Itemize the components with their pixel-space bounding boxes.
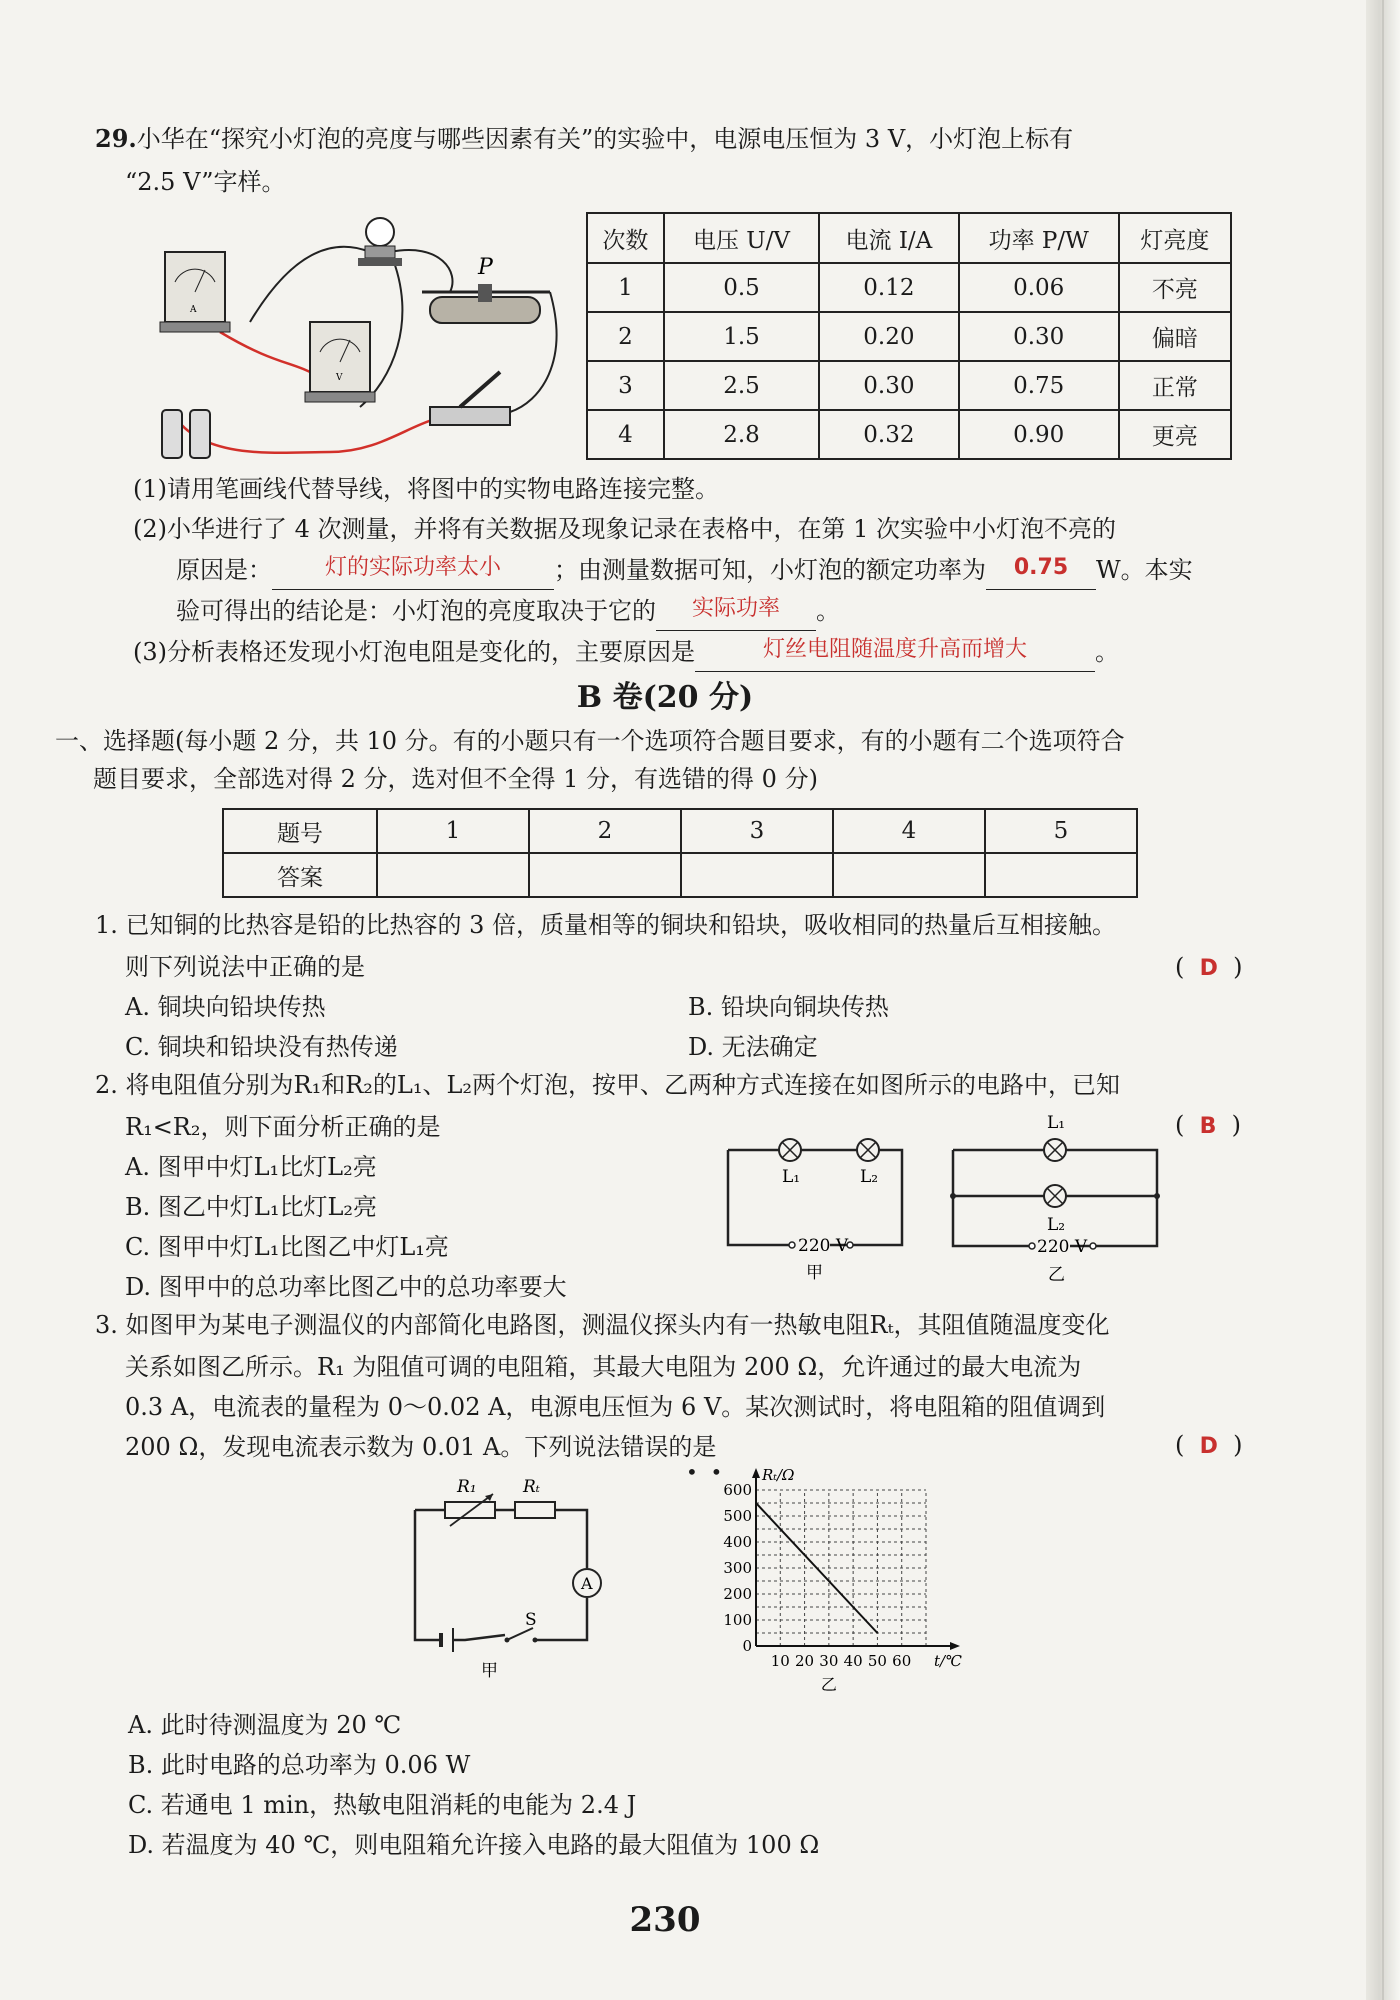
x-tick-label: 30 (819, 1652, 839, 1670)
q1-option-b: B. 铅块向铜块传热 (688, 993, 889, 1021)
q2-option-c: C. 图甲中灯L₁比图乙中灯L₁亮 (125, 1233, 449, 1261)
table-row (223, 853, 1137, 897)
page-edge-line (1382, 0, 1384, 2000)
x-tick-label: 60 (892, 1652, 912, 1670)
page-number: 230 (629, 1900, 701, 1940)
table-row (587, 410, 1231, 459)
table-row (587, 361, 1231, 410)
q29-part3 (133, 635, 1119, 672)
y-tick-label: 100 (723, 1611, 752, 1629)
table-cell: 题号 (223, 809, 377, 853)
label-yi: 乙 (1048, 1265, 1065, 1285)
y-tick-label: 500 (723, 1507, 752, 1525)
answer-text: 灯丝电阻随温度升高而增大 (762, 637, 1027, 662)
y-tick-label: 300 (723, 1559, 752, 1577)
table-cell: 5 (985, 809, 1137, 853)
q2-answer: B (1199, 1114, 1217, 1139)
answer-blank (272, 553, 554, 590)
label-l2: L₂ (860, 1167, 879, 1187)
q29-part3-text: 。 (1095, 638, 1119, 666)
x-tick-label: 50 (867, 1652, 887, 1670)
x-axis-label: t/℃ (934, 1652, 962, 1670)
q29-part3-text: (3)分析表格还发现小灯泡电阻是变化的，主要原因是 (133, 638, 695, 666)
q29-stem-text: 小华在“探究小灯泡的亮度与哪些因素有关”的实验中，电源电压恒为 3 V，小灯泡上标有 (136, 125, 1074, 153)
q29-part2-line3 (176, 594, 840, 631)
q2-line2: R₁<R₂，则下面分析正确的是 (125, 1113, 441, 1141)
table-cell: 0.06 (959, 263, 1119, 312)
ammeter-device (160, 252, 230, 332)
answer-blank (695, 635, 1095, 672)
y-axis-label: Rₜ/Ω (762, 1466, 795, 1484)
answer-cell[interactable] (985, 853, 1137, 897)
q2-option-a: A. 图甲中灯L₁比灯L₂亮 (125, 1153, 377, 1181)
resistor-box-icon (445, 1494, 495, 1526)
q3-line4: 200 Ω，发现电流表示数为 0.01 A。下列说法错误的是 (125, 1433, 717, 1461)
table-cell: 更亮 (1119, 410, 1231, 459)
x-tick-label: 40 (843, 1652, 863, 1670)
label-l1: L₁ (1047, 1113, 1066, 1133)
table-cell: 3 (681, 809, 833, 853)
table-cell: 0.30 (819, 361, 959, 410)
q29-part2-text: ；由测量数据可知，小灯泡的额定功率为 (554, 556, 986, 584)
q3-line1: 3. 如图甲为某电子测温仪的内部简化电路图，测温仪探头内有一热敏电阻Rₜ，其阻值随温度变化 (95, 1311, 1110, 1339)
table-cell: 0.5 (664, 263, 819, 312)
q2-line1: 2. 将电阻值分别为R₁和R₂的L₁、L₂两个灯泡，按甲、乙两种方式连接在如图所示的电路中，已知 (95, 1071, 1121, 1099)
y-tick-label: 0 (742, 1637, 752, 1655)
table-row (587, 263, 1231, 312)
emphasis-dots: • • (686, 1460, 723, 1484)
table-cell: 正常 (1119, 361, 1231, 410)
q29-data-table (586, 212, 1232, 460)
lamp-l2-icon (857, 1139, 879, 1161)
thermistor-icon (515, 1502, 555, 1518)
label-l1: L₁ (782, 1167, 801, 1187)
label-l2: L₂ (1047, 1215, 1066, 1235)
battery-devices (162, 410, 210, 458)
answer-blank (986, 553, 1096, 590)
table-cell: 0.30 (959, 312, 1119, 361)
label-r1: R₁ (457, 1477, 477, 1497)
x-tick-label: 20 (795, 1652, 815, 1670)
q1-option-c: C. 铜块和铅块没有热传递 (125, 1033, 398, 1061)
q3-option-b: B. 此时电路的总功率为 0.06 W (128, 1751, 471, 1779)
q1-option-d: D. 无法确定 (688, 1033, 818, 1061)
y-tick-label: 400 (723, 1533, 752, 1551)
table-cell: 1 (587, 263, 664, 312)
q29-part2-text: 验可得出的结论是：小灯泡的亮度取决于它的 (176, 597, 656, 625)
table-row (223, 809, 1137, 853)
table-header: 灯亮度 (1119, 213, 1231, 263)
q3-line2: 关系如图乙所示。R₁ 为阻值可调的电阻箱，其最大电阻为 200 Ω，允许通过的最大电流为 (125, 1353, 1082, 1381)
svg-text:A: A (190, 305, 197, 315)
table-cell: 0.90 (959, 410, 1119, 459)
table-header: 次数 (587, 213, 664, 263)
q2-option-d: D. 图甲中的总功率比图乙中的总功率要大 (125, 1273, 567, 1301)
rt-temperature-chart (712, 1466, 1002, 1694)
label-jia: 甲 (806, 1263, 823, 1283)
label-jia: 甲 (481, 1661, 498, 1681)
q29-part1: (1)请用笔画线代替导线，将图中的实物电路连接完整。 (133, 475, 719, 503)
y-axis-arrow (752, 1468, 760, 1478)
table-header: 功率 P/W (959, 213, 1119, 263)
section-b-intro-line2: 题目要求，全部选对得 2 分，选对但不全得 1 分，有选错的得 0 分) (93, 765, 818, 793)
q1-line1: 1. 已知铜的比热容是铅的比热容的 3 倍，质量相等的铜块和铅块，吸收相同的热量后互相接触。 (95, 911, 1117, 939)
answer-blank (656, 594, 816, 631)
y-tick-label: 200 (723, 1585, 752, 1603)
q1-answer-bracket: ( D ) (1175, 953, 1243, 981)
q1-line2: 则下列说法中正确的是 (125, 953, 365, 981)
section-b-title: B 卷(20 分) (576, 680, 754, 715)
label-s: S (525, 1610, 537, 1630)
battery-icon (441, 1628, 453, 1652)
answer-cell[interactable] (377, 853, 529, 897)
x-tick-label: 10 (770, 1652, 790, 1670)
table-cell: 2 (529, 809, 681, 853)
svg-text:V: V (336, 373, 343, 383)
q29-part2-line1: (2)小华进行了 4 次测量，并将有关数据及现象记录在表格中，在第 1 次实验中小灯泡不亮的 (133, 515, 1117, 543)
q3-line3: 0.3 A，电流表的量程为 0～0.02 A，电源电压恒为 6 V。某次测试时，将电阻箱的阻值调到 (125, 1393, 1106, 1421)
q1-option-a: A. 铜块向铅块传热 (125, 993, 326, 1021)
q29-stem-line1 (95, 122, 1073, 156)
q2-option-b: B. 图乙中灯L₁比灯L₂亮 (125, 1193, 378, 1221)
table-cell: 0.75 (959, 361, 1119, 410)
answer-cell[interactable] (833, 853, 985, 897)
voltmeter-device (305, 322, 375, 402)
q29-part2-text: 原因是： (176, 556, 272, 584)
chart-caption-yi: 乙 (820, 1675, 837, 1694)
table-cell: 2.5 (664, 361, 819, 410)
thermometer-circuit (405, 1470, 605, 1680)
answer-cell[interactable] (681, 853, 833, 897)
table-cell: 0.32 (819, 410, 959, 459)
table-cell: 4 (587, 410, 664, 459)
q29-part2-text: 。 (816, 597, 840, 625)
answer-text: 灯的实际功率太小 (324, 555, 501, 580)
q29-number: 29. (95, 124, 137, 153)
q3-answer-bracket: ( D ) (1175, 1431, 1243, 1459)
answer-cell[interactable] (529, 853, 681, 897)
y-tick-label: 600 (723, 1481, 752, 1499)
circuit-jia (720, 1120, 910, 1283)
label-voltage: 220 V (1037, 1237, 1088, 1257)
table-cell: 3 (587, 361, 664, 410)
apparatus-figure (160, 212, 580, 462)
table-cell: 1.5 (664, 312, 819, 361)
table-cell: 1 (377, 809, 529, 853)
table-header-row (587, 213, 1231, 263)
q3-option-a: A. 此时待测温度为 20 ℃ (128, 1711, 402, 1739)
label-voltage: 220 V (798, 1236, 849, 1256)
table-cell: 答案 (223, 853, 377, 897)
q3-option-d: D. 若温度为 40 ℃，则电阻箱允许接入电路的最大阻值为 100 Ω (128, 1831, 820, 1859)
answer-text: 0.75 (1013, 555, 1069, 580)
table-cell: 2 (587, 312, 664, 361)
section-b-intro-line1: 一、选择题(每小题 2 分，共 10 分。有的小题只有一个选项符合题目要求，有的小题有二个选项符合 (55, 727, 1125, 755)
table-cell: 0.12 (819, 263, 959, 312)
lamp-l1-icon (1044, 1139, 1066, 1161)
x-axis-arrow (950, 1642, 960, 1650)
ammeter-label: A (581, 1574, 593, 1593)
rheostat-device (422, 255, 550, 323)
circuit-yi (945, 1106, 1165, 1286)
table-cell: 4 (833, 809, 985, 853)
switch-icon (505, 1628, 538, 1643)
label-rt: Rₜ (523, 1477, 540, 1497)
q1-answer: D (1199, 956, 1218, 981)
table-cell: 偏暗 (1119, 312, 1231, 361)
table-header: 电压 U/V (664, 213, 819, 263)
label-p: P (478, 255, 493, 280)
q29-part2-line2 (176, 553, 1193, 590)
switch-device (430, 372, 510, 425)
ammeter-icon (573, 1569, 601, 1597)
table-cell: 0.20 (819, 312, 959, 361)
table-cell: 不亮 (1119, 263, 1231, 312)
q29-part2-text: W。本实 (1096, 556, 1193, 584)
q2-answer-bracket: ( B ) (1175, 1111, 1242, 1139)
answer-text: 实际功率 (691, 596, 780, 621)
answer-table (222, 808, 1138, 898)
q29-stem-line2: “2.5 V”字样。 (125, 168, 286, 196)
table-header: 电流 I/A (819, 213, 959, 263)
table-cell: 2.8 (664, 410, 819, 459)
q3-option-c: C. 若通电 1 min，热敏电阻消耗的电能为 2.4 J (128, 1791, 637, 1819)
lamp-l2-icon (1044, 1185, 1066, 1207)
bulb-device (358, 218, 402, 266)
q3-answer: D (1199, 1434, 1218, 1459)
lamp-l1-icon (779, 1139, 801, 1161)
table-row (587, 312, 1231, 361)
